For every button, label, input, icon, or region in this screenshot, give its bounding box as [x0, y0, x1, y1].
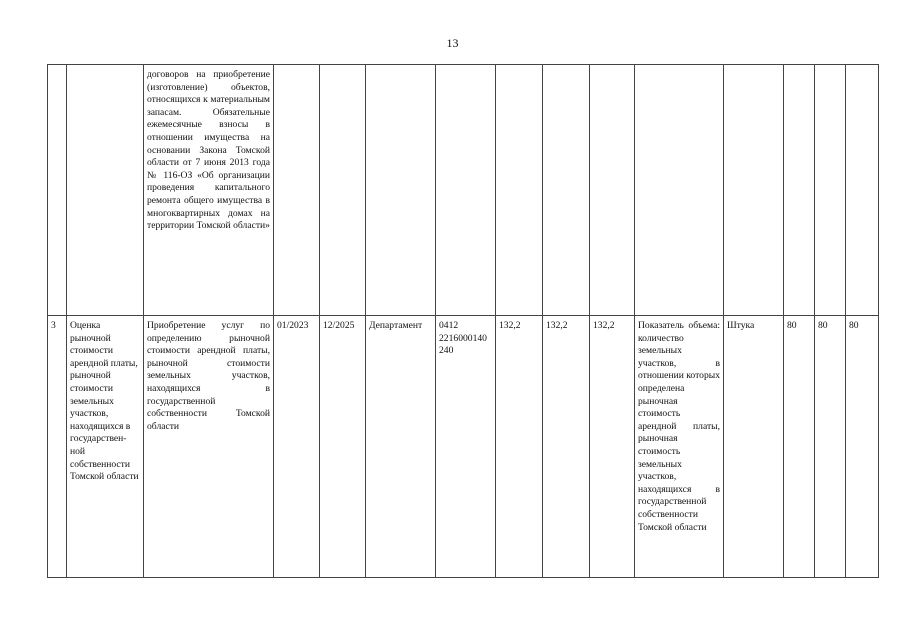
cell-value-3: 132,2 — [590, 316, 635, 578]
cell-description: Приобретение услуг по определению рыночной стоимости арендной платы, рыночной стоимости земельных участков, находящихся в государственной собственности Томской области — [144, 316, 274, 578]
table-row — [48, 316, 879, 578]
document-table — [47, 64, 879, 578]
cell-plan-1: 80 — [784, 316, 815, 578]
cell-plan-3: 80 — [846, 316, 879, 578]
cell-executor — [366, 65, 436, 316]
cell-number — [48, 65, 67, 316]
cell-start-date — [274, 65, 320, 316]
cell-number: 3 — [48, 316, 67, 578]
cell-plan-1 — [784, 65, 815, 316]
cell-value-1 — [496, 65, 543, 316]
cell-name: Оценка рыночной стоимости арендной платы, рыночной стоимости земельных участков, находящихся в государствен-ной собственности Томской области — [67, 316, 144, 578]
cell-indicator — [635, 65, 724, 316]
cell-plan-2: 80 — [815, 316, 846, 578]
table-row — [48, 65, 879, 316]
cell-start-date: 01/2023 — [274, 316, 320, 578]
cell-value-2: 132,2 — [543, 316, 590, 578]
cell-plan-3 — [846, 65, 879, 316]
cell-unit — [724, 65, 784, 316]
cell-unit: Штука — [724, 316, 784, 578]
cell-name — [67, 65, 144, 316]
cell-end-date — [320, 65, 366, 316]
cell-value-2 — [543, 65, 590, 316]
cell-value-3 — [590, 65, 635, 316]
cell-indicator: Показатель объема: количество земельных участков, в отношении которых определена рыночная стоимость арендной платы, рыночная стоимость земельных участков, находящихся в государственной собственности Томской области — [635, 316, 724, 578]
cell-description: договоров на приобретение (изготовление) объектов, относящихся к материальным запасам. Обязательные ежемесячные взносы в отношении имущества на основании Закона Томской области от 7 июня 2013 года № 116-ОЗ «Об организации проведения капитального ремонта общего имущества в многоквартирных домах на территории Томской области» — [144, 65, 274, 316]
cell-value-1: 132,2 — [496, 316, 543, 578]
cell-kbk: 0412 2216000140 240 — [436, 316, 496, 578]
page-number: 13 — [446, 36, 459, 50]
cell-kbk — [436, 65, 496, 316]
cell-executor: Департамент — [366, 316, 436, 578]
cell-plan-2 — [815, 65, 846, 316]
cell-end-date: 12/2025 — [320, 316, 366, 578]
